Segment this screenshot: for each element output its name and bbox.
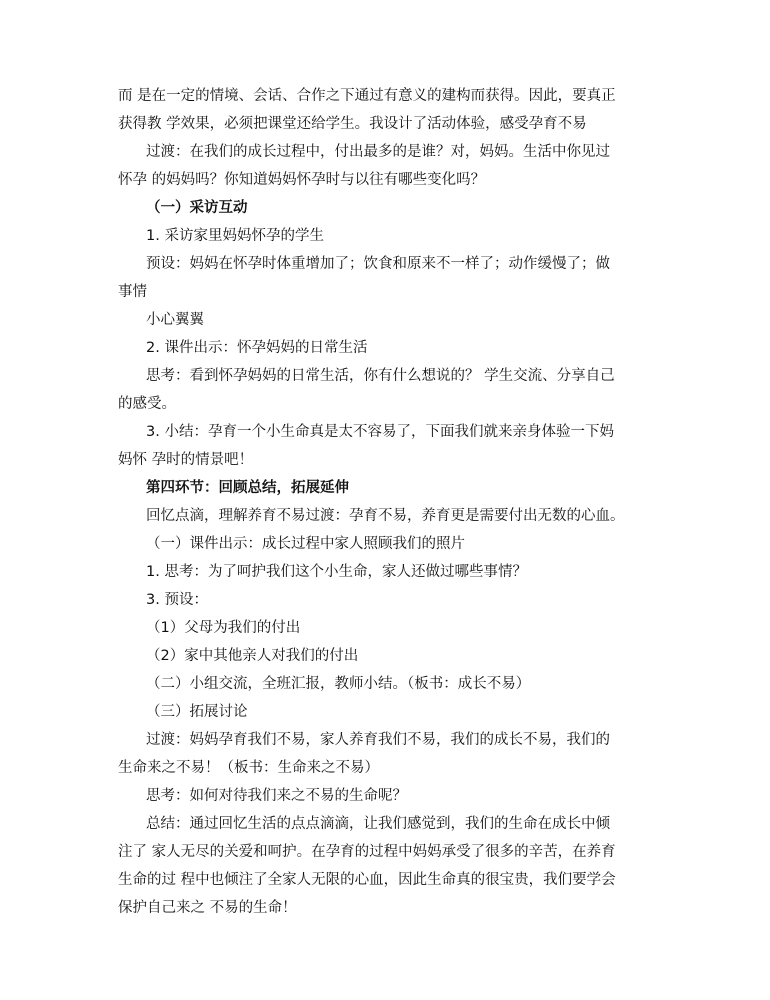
text-line: （三）拓展讨论	[146, 704, 248, 720]
text-line: 注了 家人无尽的关爱和呵护。在孕育的过程中妈妈承受了很多的辛苦，在养育	[118, 844, 616, 860]
list-item: 1. 思考：为了呵护我们这个小生命，家人还做过哪些事情？	[146, 564, 527, 580]
section-heading: 第四环节：回顾总结，拓展延伸	[146, 480, 349, 496]
text-line: （二）小组交流，全班汇报，教师小结。（板书：成长不易）	[146, 676, 531, 692]
text-line: 保护自己来之 不易的生命！	[118, 900, 297, 916]
text-line: 事情	[118, 284, 147, 300]
list-item: 1. 采访家里妈妈怀孕的学生	[146, 228, 324, 244]
text-line: 预设：妈妈在怀孕时体重增加了；饮食和原来不一样了；动作缓慢了；做	[146, 256, 610, 272]
list-item: （1）父母为我们的付出	[146, 620, 301, 636]
text-line: 小心翼翼	[146, 312, 204, 328]
list-item: 2. 课件出示：怀孕妈妈的日常生活	[146, 340, 368, 356]
list-item: 3. 小结：孕育一个小生命真是太不容易了，下面我们就来亲身体验一下妈	[146, 424, 614, 440]
text-line: 怀孕 的妈妈吗？你知道妈妈怀孕时与以往有哪些变化吗？	[118, 172, 486, 188]
text-line: 过渡：在我们的成长过程中，付出最多的是谁？对，妈妈。生活中你见过	[146, 144, 610, 160]
text-line: 生命的过 程中也倾注了全家人无限的心血，因此生命真的很宝贵，我们要学会	[118, 872, 616, 888]
text-line: 过渡：妈妈孕育我们不易，家人养育我们不易，我们的成长不易，我们的	[146, 732, 610, 748]
text-line: 生命来之不易！（板书：生命来之不易）	[118, 760, 379, 776]
text-line: 思考：看到怀孕妈妈的日常生活，你有什么想说的？ 学生交流、分享自己	[146, 368, 615, 384]
text-line: 思考：如何对待我们来之不易的生命呢？	[146, 788, 407, 804]
text-line: 的感受。	[118, 396, 176, 412]
text-line: （一）课件出示：成长过程中家人照顾我们的照片	[146, 536, 465, 552]
list-item: 3. 预设：	[146, 592, 208, 608]
text-line: 回忆点滴，理解养育不易过渡：孕育不易，养育更是需要付出无数的心血。	[146, 508, 625, 524]
text-line: 总结：通过回忆生活的点点滴滴，让我们感觉到，我们的生命在成长中倾	[146, 816, 610, 832]
text-line: 而 是在一定的情境、会话、合作之下通过有意义的建构而获得。因此，要真正	[118, 88, 616, 104]
section-heading: （一）采访互动	[146, 200, 248, 216]
text-line: 获得教 学效果，必须把课堂还给学生。我设计了活动体验，感受孕育不易	[118, 116, 587, 132]
list-item: （2）家中其他亲人对我们的付出	[146, 648, 359, 664]
text-line: 妈怀 孕时的情景吧！	[118, 452, 254, 468]
